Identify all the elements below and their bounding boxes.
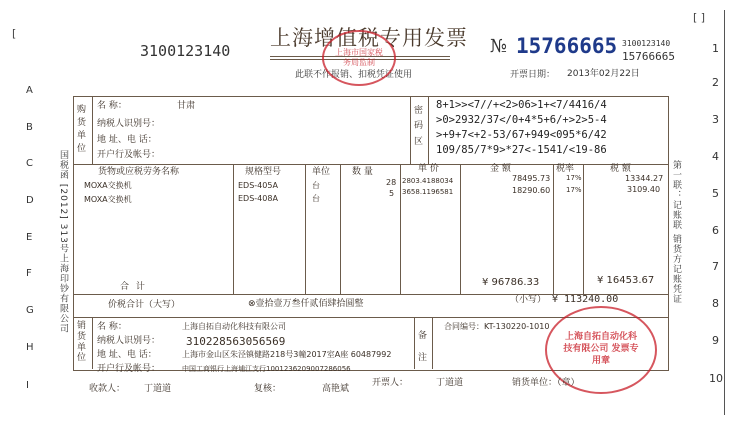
subtotal-tax: ¥ 16453.67 xyxy=(597,275,655,286)
col-divider xyxy=(305,164,306,294)
issuer-value: 丁道道 xyxy=(436,378,464,388)
col-header-unit: 单位 xyxy=(312,167,331,177)
seller-seal-label: 销货单位：（章） xyxy=(512,378,580,388)
item-tax: 13344.27 xyxy=(625,174,664,183)
item-tax: 3109.40 xyxy=(627,185,661,194)
col-header-qty: 数 量 xyxy=(352,167,373,177)
col-header-price: 单 价 xyxy=(418,164,439,174)
ruler-number: 8 xyxy=(712,297,719,310)
issuer-label: 开票人： xyxy=(372,378,409,388)
col-divider xyxy=(400,164,401,294)
col-divider xyxy=(92,317,93,369)
ruler-letter: C xyxy=(26,158,33,169)
buyer-section-label: 购货单位 xyxy=(77,105,87,155)
ruler-line xyxy=(724,10,725,415)
date-value: 2013年02月22日 xyxy=(567,69,640,79)
ruler-letter: D xyxy=(26,195,34,206)
reviewer-value: 高艳斌 xyxy=(322,384,350,394)
ruler-letter: H xyxy=(26,342,34,353)
cipher-line: 8+1>><7//+<2>06>1+<7/4416/4 xyxy=(436,99,607,111)
ruler-number: 5 xyxy=(712,187,719,200)
payee-label: 收款人： xyxy=(89,384,126,394)
reviewer-label: 复核： xyxy=(254,384,282,394)
item-spec: EDS-405A xyxy=(238,181,278,190)
ruler-number: 1 xyxy=(712,42,719,55)
col-divider xyxy=(432,317,433,369)
ruler-letter: A xyxy=(26,85,33,96)
col-divider xyxy=(410,96,411,164)
subtotal-label: 合 计 xyxy=(120,282,147,292)
seller-name-label: 名 称： xyxy=(97,322,127,332)
seller-section-label: 销货单位 xyxy=(77,321,87,364)
col-header-spec: 规格型号 xyxy=(245,167,282,177)
item-unit: 台 xyxy=(312,181,320,190)
invoice-title: 上海增值税专用发票 xyxy=(270,26,468,50)
col-header-tax: 税 额 xyxy=(610,164,631,174)
item-unit: 台 xyxy=(312,194,320,203)
buyer-bank-label: 开户行及帐号： xyxy=(97,150,161,160)
col-header-rate: 税率 xyxy=(556,164,575,174)
item-qty: 5 xyxy=(389,189,395,198)
payee-value: 丁道道 xyxy=(144,384,172,394)
col-divider xyxy=(414,317,415,369)
ruler-number: 4 xyxy=(712,150,719,163)
item-price: 3658.1196581 xyxy=(402,188,454,196)
col-header-name: 货物或应税劳务名称 xyxy=(98,167,180,177)
invoice-number-small: 15766665 xyxy=(622,50,675,63)
copy-type-note: 第一联：记账联 销货方记账凭证 xyxy=(671,160,681,304)
ruler-number: 10 xyxy=(709,372,723,385)
date-label: 开票日期： xyxy=(510,70,556,80)
ruler-letter: B xyxy=(26,122,33,133)
contract-number: 合同编号：KT-130220-1010 xyxy=(444,322,550,331)
col-header-amount: 金 额 xyxy=(490,164,511,174)
ruler-letter: E xyxy=(26,232,33,243)
tax-bureau-stamp-text: 上海市国家税务局监制 xyxy=(335,48,383,67)
seller-tax-id-label: 纳税人识别号： xyxy=(97,336,161,346)
item-qty: 28 xyxy=(386,178,397,187)
ruler-number: 9 xyxy=(712,334,719,347)
invoice-code-left: 3100123140 xyxy=(140,42,231,60)
seller-name-value: 上海自拓自动化科技有限公司 xyxy=(182,322,286,331)
seller-address-label: 地 址、电 话： xyxy=(97,350,157,360)
seller-bank-value: 中国工商银行上海埔江支行1001236209007286056 xyxy=(182,365,351,373)
invoice-no-label: № xyxy=(490,36,508,57)
cipher-section-label: 密码区 xyxy=(414,106,424,147)
invoice-number: 15766665 xyxy=(516,34,618,58)
ruler-number: 7 xyxy=(712,260,719,273)
buyer-name-value: 甘肃 xyxy=(177,101,196,111)
ruler-letter: G xyxy=(26,305,34,316)
item-rate: 17% xyxy=(566,186,582,194)
item-name: MOXA交换机 xyxy=(84,195,132,204)
seller-tax-id-value: 310228563056569 xyxy=(186,335,286,348)
ruler-letter: F xyxy=(26,268,32,279)
invoice-code-small: 3100123140 xyxy=(622,39,671,48)
item-rate: 17% xyxy=(566,174,582,182)
total-label: 价税合计（大写） xyxy=(108,300,181,310)
buyer-name-label: 名 称： xyxy=(97,101,127,111)
remarks-label: 备注 xyxy=(418,331,428,363)
seller-invoice-stamp-text: 上海自拓自动化科技有限公司 发票专用章 xyxy=(563,332,639,366)
ruler-number: 6 xyxy=(712,224,719,237)
seller-address-value: 上海市金山区朱泾镇健路218号3幢2017室A座 60487992 xyxy=(182,350,392,359)
total-small-value: ¥ 113240.00 xyxy=(552,294,619,305)
col-divider xyxy=(340,164,341,294)
invoice-subtitle: 此联不作报销、扣税凭证使用 xyxy=(295,70,413,80)
col-divider xyxy=(428,96,429,164)
corner-bracket-right: [ ] xyxy=(693,11,706,24)
seller-bank-label: 开户行及帐号： xyxy=(97,364,161,374)
item-price: 2803.4188034 xyxy=(402,177,454,185)
cipher-line: >+9+7<+2-53/67+949<095*6/42 xyxy=(436,129,607,141)
cipher-line: 109/85/7*9>*27<-1541/<19-86 xyxy=(436,144,607,156)
ruler-letter: I xyxy=(26,380,29,391)
buyer-address-label: 地 址、电 话： xyxy=(97,135,157,145)
col-divider xyxy=(460,164,461,294)
total-uppercase: ⊗壹拾壹万叁仟贰佰肆拾圆整 xyxy=(248,299,364,309)
item-amount: 18290.60 xyxy=(512,186,551,195)
ruler-number: 3 xyxy=(712,113,719,126)
buyer-tax-id-label: 纳税人识别号： xyxy=(97,119,161,129)
col-divider xyxy=(553,164,554,294)
item-amount: 78495.73 xyxy=(512,174,551,183)
cipher-line: >0>2932/37</0+4*5+6/+>2>5-4 xyxy=(436,114,607,126)
item-spec: EDS-408A xyxy=(238,194,278,203)
item-name: MOXA交换机 xyxy=(84,181,132,190)
col-divider xyxy=(583,164,584,294)
row-divider xyxy=(73,164,668,165)
ruler-number: 2 xyxy=(712,76,719,89)
corner-bracket-left: [ xyxy=(12,27,17,40)
subtotal-amount: ¥ 96786.33 xyxy=(482,277,540,288)
col-divider xyxy=(233,164,234,294)
tax-bureau-stamp xyxy=(322,30,396,86)
col-divider xyxy=(92,96,93,164)
left-side-note: 国税函 [2012] 313号上海印钞有限公司 xyxy=(58,150,68,334)
total-small-label: （小写） xyxy=(510,295,547,305)
